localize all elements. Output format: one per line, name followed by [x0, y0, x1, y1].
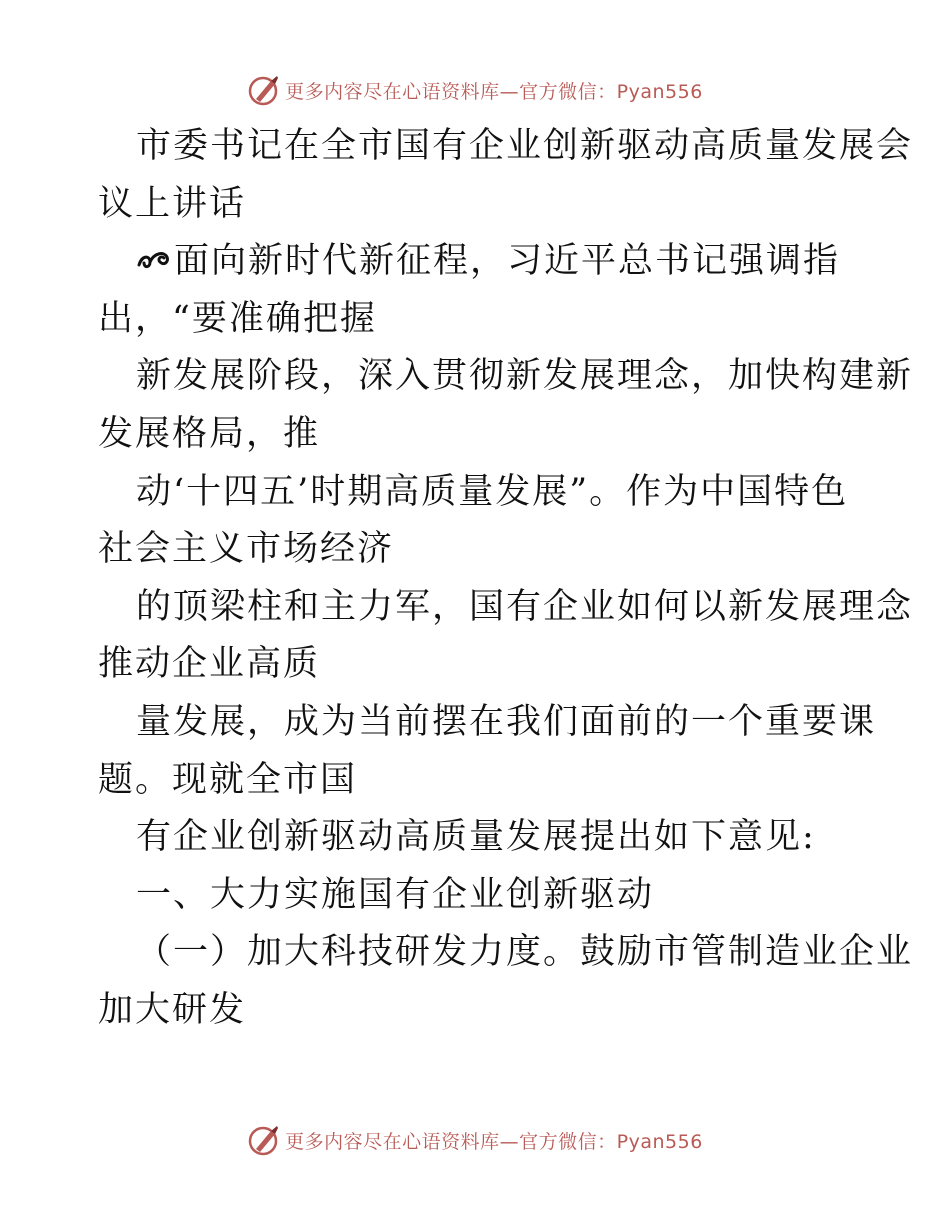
- header-watermark: [247, 73, 703, 107]
- text-line-content: 量发展，成为当前摆在我们面前的一个重要课: [136, 701, 877, 742]
- pen-logo-icon: [247, 1123, 281, 1157]
- text-line-content: （一）加大科技研发力度。鼓励市管制造业企业: [136, 932, 914, 973]
- header-watermark-banner: [0, 70, 950, 110]
- text-line-content: 面向新时代新征程，习近平总书记强调指: [174, 241, 841, 282]
- text-line: [98, 464, 858, 522]
- text-line-content: 一、大力实施国有企业创新驱动: [136, 874, 655, 915]
- watermark-text: 更多内容尽在心语资料库—官方微信：Pyan556: [285, 1130, 703, 1153]
- text-line-content: 推动企业高质: [98, 644, 321, 685]
- text-line: [98, 867, 858, 925]
- text-line-content: 有企业创新驱动高质量发展提出如下意见:: [136, 817, 816, 858]
- text-line-content: 议上讲话: [98, 183, 247, 224]
- text-line: [98, 982, 858, 1040]
- text-line: [98, 636, 858, 694]
- text-line: [98, 752, 858, 810]
- text-line-content: 动‘十四五’时期高质量发展”。作为中国特色: [136, 471, 849, 512]
- text-line: [98, 176, 858, 234]
- text-line: [98, 924, 914, 982]
- text-line: [98, 348, 914, 406]
- text-line: [98, 406, 858, 464]
- fleuron-icon: [136, 245, 174, 275]
- pen-logo-icon: [247, 73, 281, 107]
- text-line-content: 的顶梁柱和主力军，国有企业如何以新发展理念: [136, 586, 914, 627]
- watermark-text: 更多内容尽在心语资料库—官方微信：Pyan556: [285, 80, 703, 103]
- text-line-content: 社会主义市场经济: [98, 529, 395, 570]
- text-line: [98, 809, 858, 867]
- text-line: [98, 118, 914, 176]
- text-line-content: 加大研发: [98, 989, 247, 1030]
- text-line: [98, 521, 858, 579]
- footer-watermark-banner: [0, 1120, 950, 1160]
- text-line: [98, 579, 914, 637]
- footer-watermark: [247, 1123, 703, 1157]
- text-line-content: 出，“要准确把握: [98, 298, 377, 339]
- text-line: [98, 233, 858, 291]
- text-line-content: 题。现就全市国: [98, 759, 358, 800]
- text-line-content: 发展格局，推: [98, 413, 321, 454]
- text-line: [98, 291, 858, 349]
- text-line: [98, 694, 877, 752]
- text-line-content: 新发展阶段，深入贯彻新发展理念，加快构建新: [136, 356, 914, 397]
- text-line-content: 市委书记在全市国有企业创新驱动高质量发展会: [136, 126, 914, 166]
- document-body: [98, 118, 914, 1040]
